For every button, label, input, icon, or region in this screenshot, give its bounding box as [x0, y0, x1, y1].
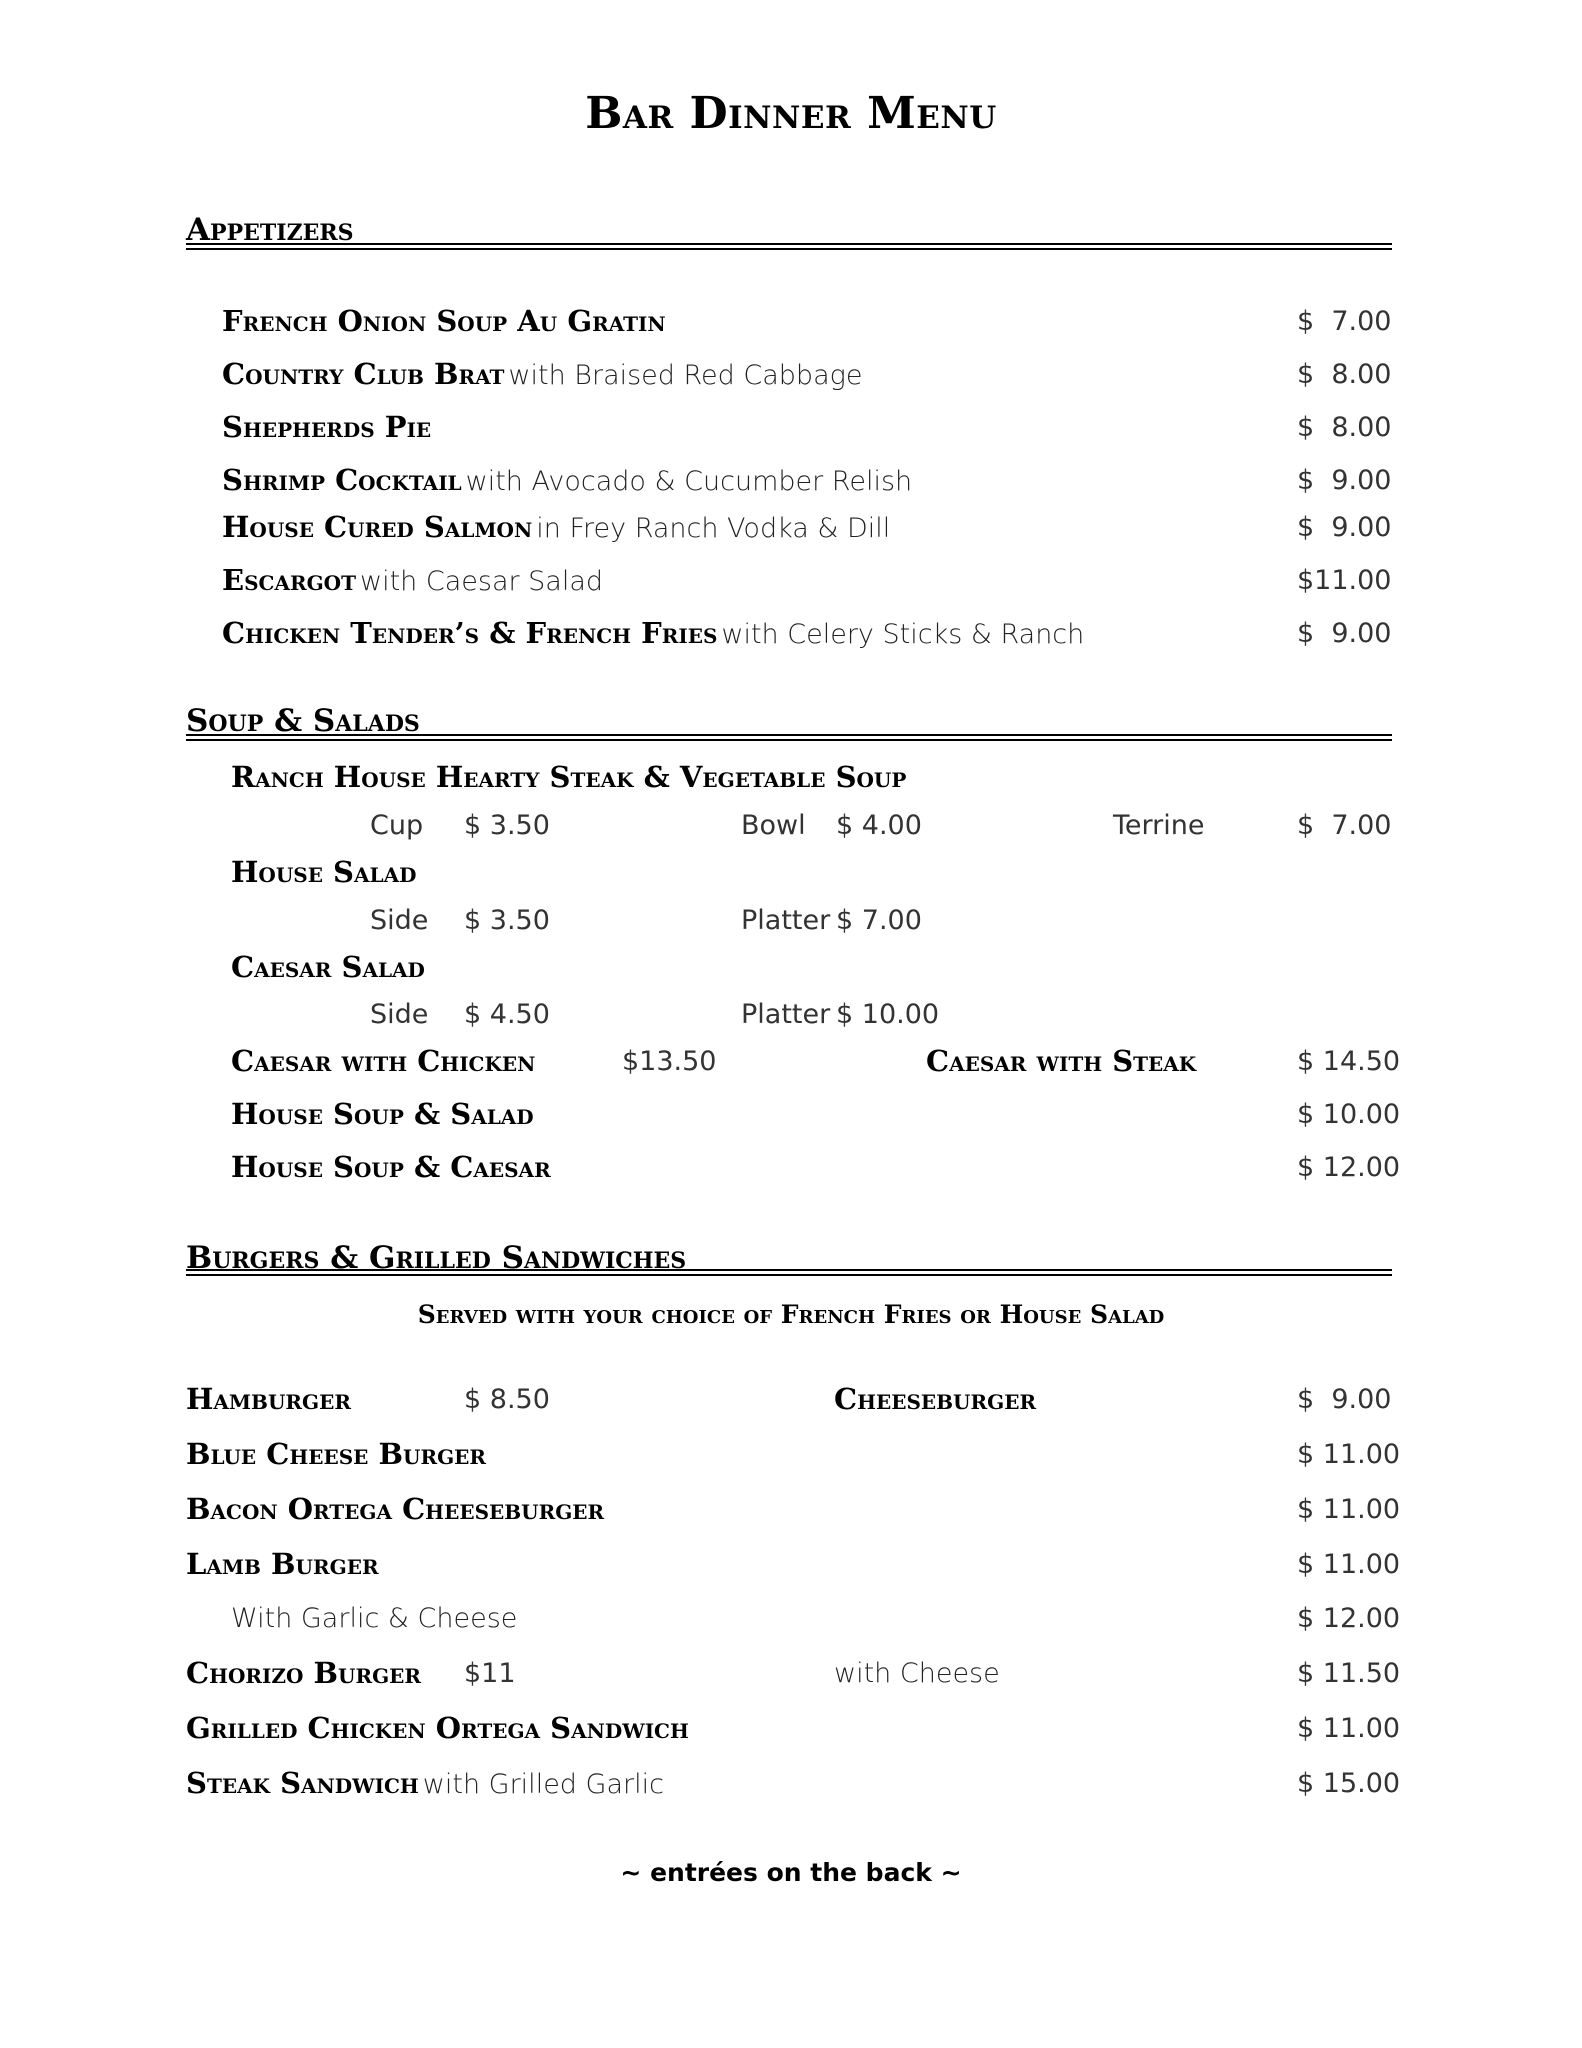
item-price: $ 11.50	[1297, 1658, 1401, 1689]
item-price: $ 11.00	[1297, 1713, 1401, 1744]
item-price: $ 10.00	[1297, 1099, 1401, 1130]
item-name: Escargot	[222, 563, 356, 597]
size-label: Cup	[370, 810, 424, 841]
item-name: Shrimp Cocktail	[222, 463, 462, 497]
item-price: $13.50	[622, 1046, 717, 1077]
item-price: $11.00	[1297, 565, 1392, 596]
size-label: Platter	[741, 905, 831, 936]
item-variant: with Cheese	[834, 1658, 1000, 1689]
item-description: with Avocado & Cucumber Relish	[465, 466, 913, 497]
section-heading-appetizers: Appetizers	[186, 212, 354, 248]
size-price: $ 3.50	[464, 905, 550, 936]
divider	[186, 734, 1392, 736]
menu-item	[222, 563, 603, 597]
size-price: $ 4.00	[836, 810, 922, 841]
item-price: $ 15.00	[1297, 1768, 1401, 1799]
size-price: $ 7.00	[836, 905, 922, 936]
item-price: $ 8.50	[464, 1384, 550, 1415]
divider	[186, 243, 1392, 245]
item-price: $ 11.00	[1297, 1549, 1401, 1580]
item-price: $ 9.00	[1297, 1384, 1392, 1415]
item-price: $ 9.00	[1297, 512, 1392, 543]
menu-item	[222, 410, 431, 444]
menu-item	[222, 616, 1084, 650]
item-name: Shepherds Pie	[222, 410, 432, 444]
item-price: $11	[464, 1658, 516, 1689]
item-name: Ranch House Hearty Steak & Vegetable Soup	[231, 760, 907, 794]
item-price: $ 11.00	[1297, 1494, 1401, 1525]
menu-item	[186, 1766, 664, 1800]
divider	[186, 1274, 1392, 1276]
size-label: Side	[370, 999, 429, 1030]
item-price: $ 11.00	[1297, 1439, 1401, 1470]
item-price: $ 9.00	[1297, 618, 1392, 649]
item-description: with Grilled Garlic	[422, 1769, 664, 1800]
size-label: Bowl	[741, 810, 806, 841]
item-name: House Salad	[231, 855, 417, 889]
item-price: $ 14.50	[1297, 1046, 1401, 1077]
size-price: $ 4.50	[464, 999, 550, 1030]
item-description: in Frey Ranch Vodka & Dill	[536, 513, 891, 544]
menu-item	[222, 357, 862, 391]
item-variant: With Garlic & Cheese	[231, 1603, 518, 1634]
divider	[186, 248, 1392, 250]
item-name: Bacon Ortega Cheeseburger	[186, 1492, 605, 1526]
divider	[186, 739, 1392, 741]
item-name: Cheeseburger	[834, 1382, 1037, 1416]
item-name: Caesar with Chicken	[231, 1044, 536, 1078]
item-name: Grilled Chicken Ortega Sandwich	[186, 1711, 689, 1745]
size-price: $ 3.50	[464, 810, 550, 841]
item-name: Caesar with Steak	[926, 1044, 1197, 1078]
item-name: Country Club Brat	[222, 357, 505, 391]
section-heading-soup-salads: Soup & Salads	[186, 703, 420, 739]
page-title: Bar Dinner Menu	[585, 88, 997, 139]
item-name: House Soup & Salad	[231, 1097, 534, 1131]
item-price: $ 7.00	[1297, 306, 1392, 337]
section-note: Served with your choice of French Fries or House Salad	[417, 1300, 1165, 1329]
item-price: $ 9.00	[1297, 465, 1392, 496]
size-price: $ 7.00	[1297, 810, 1392, 841]
item-price: $ 12.00	[1297, 1603, 1401, 1634]
item-name: French Onion Soup Au Gratin	[222, 304, 666, 338]
footer-note: ~ entrées on the back ~	[620, 1858, 962, 1887]
item-name: Caesar Salad	[231, 950, 425, 984]
item-name: House Cured Salmon	[222, 510, 533, 544]
menu-item	[222, 510, 890, 544]
section-heading-burgers: Burgers & Grilled Sandwiches	[186, 1240, 687, 1276]
item-name: Steak Sandwich	[186, 1766, 419, 1800]
item-name: Blue Cheese Burger	[186, 1437, 487, 1471]
item-name: House Soup & Caesar	[231, 1150, 551, 1184]
item-name: Hamburger	[186, 1382, 351, 1416]
divider	[186, 1269, 1392, 1271]
size-label: Platter	[741, 999, 831, 1030]
item-description: with Caesar Salad	[360, 566, 604, 597]
item-description: with Braised Red Cabbage	[508, 360, 863, 391]
size-label: Side	[370, 905, 429, 936]
item-name: Lamb Burger	[186, 1547, 379, 1581]
item-price: $ 12.00	[1297, 1152, 1401, 1183]
item-name: Chicken Tender’s & French Fries	[222, 616, 718, 650]
item-description: with Celery Sticks & Ranch	[721, 619, 1085, 650]
item-price: $ 8.00	[1297, 412, 1392, 443]
size-price: $ 10.00	[836, 999, 940, 1030]
item-price: $ 8.00	[1297, 359, 1392, 390]
size-label: Terrine	[1113, 810, 1205, 841]
item-name: Chorizo Burger	[186, 1656, 422, 1690]
menu-item	[222, 463, 912, 497]
menu-item	[222, 304, 666, 338]
